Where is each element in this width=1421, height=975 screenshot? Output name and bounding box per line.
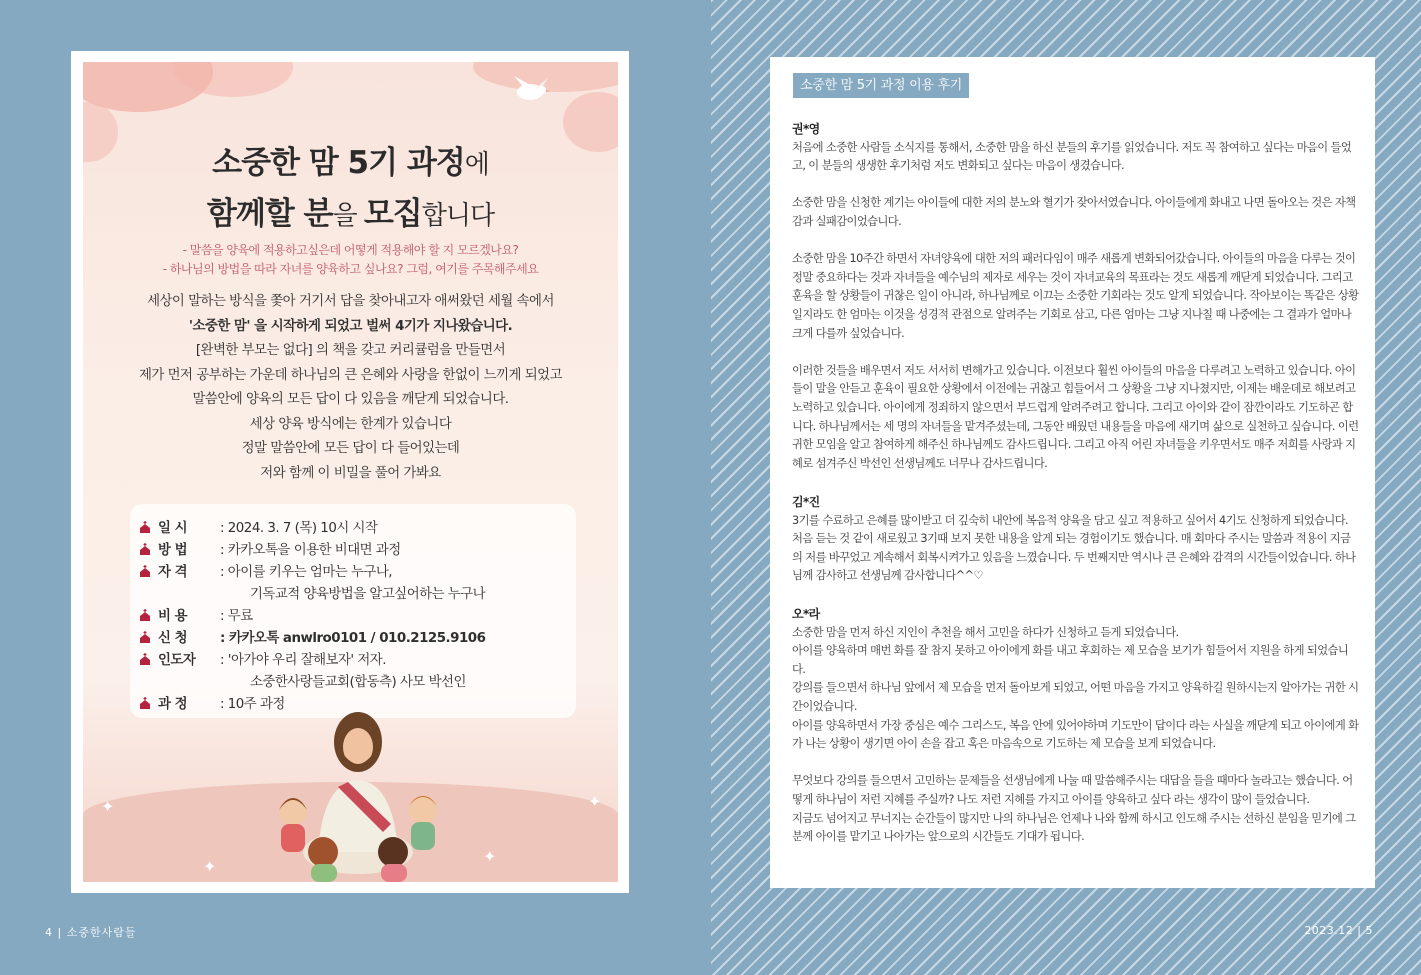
info-label: 일 시 [158, 521, 188, 536]
info-value: : 카카오톡 anwlro0101 / 010.2125.9106 [220, 631, 486, 646]
info-label: 방 법 [158, 543, 188, 558]
review-paragraph: 무엇보다 강의를 들으면서 고민하는 문제들을 선생님에게 나눌 때 말씀해주시는 대답을 들을 때마다 놀라고는 했습니다. 어떻게 하나님이 저런 지혜를 주실까? 나도 저런 지혜를 가지고 아이를 양육하고 싶다 라는 생각이 많이 들었습니다. [792, 774, 1353, 806]
poster-body-text [83, 290, 618, 486]
left-page-footer: 4 | 소중한사람들 [45, 926, 137, 939]
right-page-footer: 2023.12 | 5 [1304, 924, 1373, 937]
body-line: [완벽한 부모는 없다] 의 책을 갖고 커리큘럼을 만들면서 [195, 343, 506, 358]
church-icon [138, 565, 154, 577]
review-paragraph: 이러한 것들을 배우면서 저도 서서히 변해가고 있습니다. 이전보다 훨씬 아이들의 마음을 다루려고 노력하고 있습니다. 아이들이 말을 안듣고 훈육이 필요한 상황에서 이전에는 귀찮고 힘들어서 그 상황을 그냥 지나쳤지만, 이제는 배운데로 해보려고 노력하고 있습니다. 아이에게 정죄하지 않으면서 부드럽게 알려주려고 합니다. 그리고 아이와 같이 잠깐이라도 기도하곤 합니다. 하나님께서는 세 명의 자녀들을 맡겨주셨는데, 그동안 배웠던 내용들을 마음에 새기며 삶으로 실천하고 싶습니다. 이런 귀한 모임을 알고 참여하게 해주신 하나님께도 감사드립니다. 그리고 아직 어린 자녀들을 키우면서도 매주 저희를 사랑과 지혜로 섬겨주신 박선인 선생님께도 너무나 감사드립니다. [792, 363, 1359, 470]
title-bold-1: 소중한 맘 5기 과정 [212, 145, 465, 181]
title-bold-2: 함께할 분 [206, 196, 333, 232]
info-value: : 아이를 키우는 엄마는 누구나, [220, 565, 393, 580]
info-label: 비 용 [158, 609, 188, 624]
review-block [792, 493, 1360, 586]
sparkle-icon: ✦ [483, 847, 497, 866]
info-value: : 무료 [220, 609, 253, 624]
sparkle-icon: ✦ [203, 857, 217, 876]
info-label: 인도자 [158, 653, 196, 668]
body-line: 세상이 말하는 방식을 쫓아 거기서 답을 찾아내고자 애써왔던 세월 속에서 [147, 294, 554, 309]
church-icon [138, 609, 154, 621]
reviewer-name: 권*영 [792, 122, 820, 136]
review-paragraph: 강의를 들으면서 하나님 앞에서 제 모습을 먼저 돌아보게 되었고, 어떤 마음을 가지고 양육하길 원하시는지 알아가는 귀한 시간이었습니다. [792, 681, 1359, 713]
reviewer-name: 김*진 [792, 495, 820, 509]
info-value: : 2024. 3. 7 (목) 10시 시작 [220, 521, 378, 536]
body-line: 제가 먼저 공부하는 가운데 하나님의 큰 은혜와 사랑을 한없이 느끼게 되었고 [138, 367, 563, 383]
poster-title [83, 140, 618, 242]
review-paragraph: 아이를 양육하며 매번 화를 잘 참지 못하고 아이에게 화를 내고 후회하는 제 모습을 보기가 힘들어서 지원을 하게 되었습니다. [792, 644, 1349, 676]
sparkle-icon: ✦ [588, 792, 602, 811]
review-paragraph: 아이를 양육하면서 가장 중심은 예수 그리스도, 복음 안에 있어야하며 기도만이 답이다 라는 사실을 깨닫게 되고 아이에게 화가 나는 상황이 생기면 아이 손을 잡고 혹은 마음속으로 기도하는 제 모습을 보게 되었습니다. [792, 718, 1359, 751]
review-paragraph: 소중한 맘을 10주간 하면서 자녀양육에 대한 저의 패러다임이 매주 새롭게 변화되어갔습니다. 아이들의 마음을 다루는 것이 정말 중요하다는 것과 자녀들을 예수님의 제자로 세우는 것이 자녀교육의 목표라는 것도 새롭게 깨닫게 되었습니다. 그리고 훈육을 할 상황들이 귀찮은 일이 아니라, 하나님께로 이끄는 소중한 기회라는 것도 알게 되었습니다. 작아보이는 똑같은 상황일지라도 한 엄마는 이것을 성경적 관점으로 알려주는 기회로 삼고, 다른 엄마는 그냥 지나칠 때 나중에는 그 결과가 얼마나 크게 다를까 싶었습니다. [792, 252, 1359, 340]
review-block [792, 120, 1360, 473]
review-paragraph: 처음에 소중한 사람들 소식지를 통해서, 소중한 맘을 하신 분들의 후기를 읽었습니다. 저도 꼭 참여하고 싶다는 마음이 들었고, 이 분들의 생생한 후기처럼 저도 변화되고 싶다는 마음이 생겼습니다. [792, 140, 1352, 173]
body-line: '소중한 맘' 을 시작하게 되었고 벌써 4기가 지나왔습니다. [188, 318, 513, 334]
church-icon [138, 521, 154, 533]
body-line: 세상 양육 방식에는 한계가 있습니다 [249, 416, 452, 432]
jesus-children-illustration [233, 702, 483, 882]
church-icon [138, 697, 154, 709]
church-icon [138, 653, 154, 665]
title-small-2: 을 [332, 201, 364, 231]
review-block [792, 605, 1360, 847]
info-value: : 10주 과정 [220, 697, 285, 712]
info-label: 자 격 [158, 565, 188, 580]
info-row-leader [138, 649, 386, 668]
review-paragraph: 소중한 맘을 신청한 계기는 아이들에 대한 저의 분노와 혈기가 잦아서였습니다. 아이들에게 화내고 나면 돌아오는 것은 자책감과 실패감이었습니다. [792, 196, 1356, 228]
subtitle-line: - 하나님의 방법을 따라 자녀를 양육하고 싶나요? 그럼, 여기를 주목해주세요 [162, 262, 539, 276]
title-bold-3: 모집 [363, 196, 422, 232]
info-row-cost [138, 605, 253, 624]
title-small-3: 합니다 [421, 201, 495, 231]
recruitment-poster [83, 62, 618, 882]
info-row-date [138, 517, 377, 536]
review-paragraph: 지금도 넘어지고 무너지는 순간들이 많지만 나의 하나님은 언제나 나와 함께 하시고 인도해 주시는 선하신 분임을 믿기에 그분께 아이를 맡기고 나아가는 앞으로의 시간들도 기대가 됩니다. [792, 811, 1356, 844]
info-row-method [138, 539, 401, 558]
poster-subtitle [83, 241, 618, 279]
info-label: 과 정 [158, 697, 188, 712]
reviewer-name: 오*라 [792, 607, 820, 621]
info-row-apply [138, 627, 485, 646]
info-label: 신 청 [158, 631, 188, 646]
review-paragraph: 3기를 수료하고 은혜를 많이받고 더 깊숙히 내안에 복음적 양육을 담고 싶고 적용하고 싶어서 4기도 신청하게 되었습니다. 처음 듣는 것 같이 새로웠고 3기때 보지 못한 내용을 알게 되는 경험이기도 했습니다. 매 회마다 주시는 말씀과 적용이 지금의 저를 바꾸었고 계속해서 회복시켜가고 있음을 느꼈습니다. 두 번째지만 역시나 큰 은혜와 감격의 시간들이었습니다. 하나님께 감사하고 선생님께 감사합니다^^♡ [792, 513, 1356, 583]
info-value-continued: 소중한사랑들교회(합동측) 사모 박선인 [250, 675, 466, 690]
sparkle-icon: ✦ [101, 797, 115, 816]
body-line: 저와 함께 이 비밀을 풀어 가봐요 [260, 465, 441, 481]
section-title-tag: 소중한 맘 5기 과정 이용 후기 [793, 73, 969, 98]
dove-icon [508, 72, 552, 106]
info-row-qualification [138, 561, 392, 580]
info-value: : '아가야 우리 잘해보자' 저자. [220, 653, 386, 668]
church-icon [138, 631, 154, 643]
body-line: 말씀안에 양육의 모든 답이 다 있음을 깨닫게 되었습니다. [192, 392, 509, 407]
info-value: : 카카오톡을 이용한 비대면 과정 [220, 543, 401, 558]
body-line: 정말 말씀안에 모든 답이 다 들어있는데 [241, 441, 460, 456]
subtitle-line: - 말씀을 양육에 적용하고싶은데 어떻게 적용해야 할 지 모르겠나요? [182, 243, 519, 257]
info-value-continued: 기독교적 양육방법을 알고싶어하는 누구나 [250, 587, 486, 602]
church-icon [138, 543, 154, 555]
title-small-1: 에 [464, 150, 489, 180]
review-paragraph: 소중한 맘을 먼저 하신 지인이 추천을 해서 고민을 하다가 신청하고 듣게 되었습니다. [792, 625, 1179, 639]
